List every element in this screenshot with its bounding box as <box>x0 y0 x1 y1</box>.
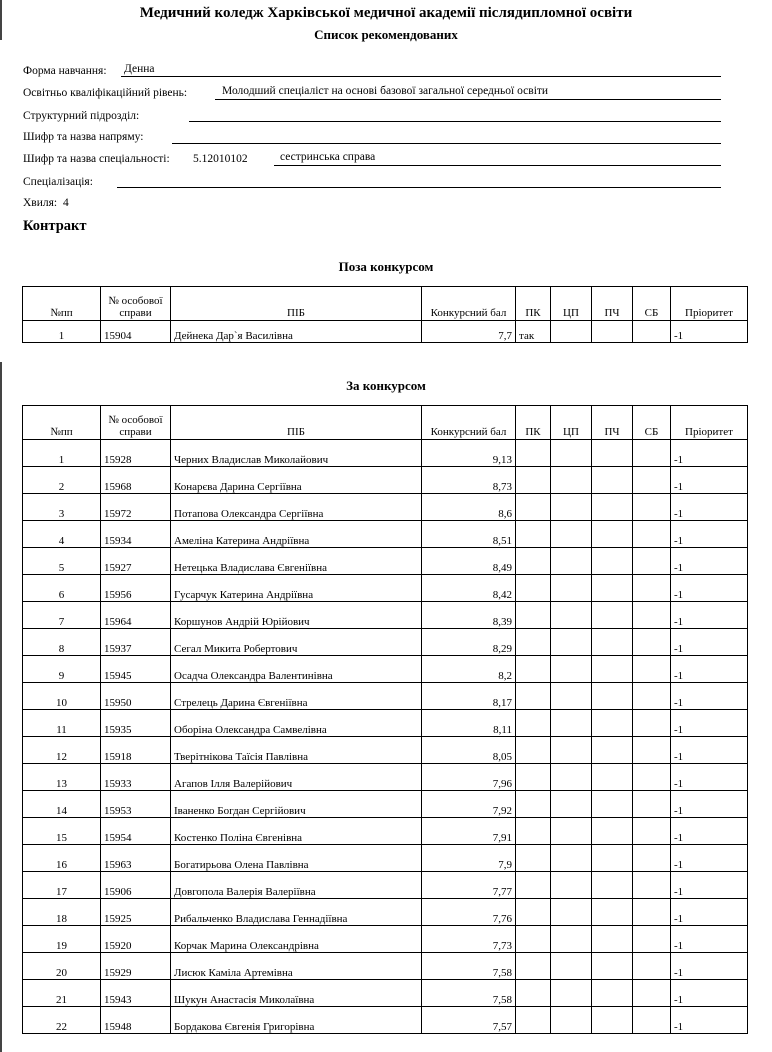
cell-name: Оборіна Олександра Самвелівна <box>171 710 422 737</box>
form-value: Денна <box>124 63 155 75</box>
cell-cp <box>551 872 592 899</box>
cell-num: 2 <box>23 467 101 494</box>
table-row <box>23 656 748 683</box>
cell-pk: так <box>516 321 551 343</box>
col-sb: СБ <box>633 406 671 440</box>
cell-pk <box>516 845 551 872</box>
cell-pch <box>592 629 633 656</box>
cell-pch <box>592 953 633 980</box>
cell-pk <box>516 602 551 629</box>
cell-pk <box>516 899 551 926</box>
cell-pch <box>592 321 633 343</box>
cell-priority: -1 <box>671 737 748 764</box>
cell-file: 15948 <box>101 1007 171 1034</box>
cell-num: 17 <box>23 872 101 899</box>
cell-cp <box>551 926 592 953</box>
cell-sb <box>633 656 671 683</box>
cell-sb <box>633 764 671 791</box>
cell-cp <box>551 575 592 602</box>
cell-num: 1 <box>23 321 101 343</box>
cell-score: 7,58 <box>422 980 516 1007</box>
table-row <box>23 602 748 629</box>
cell-pch <box>592 926 633 953</box>
cell-sb <box>633 737 671 764</box>
cell-num: 4 <box>23 521 101 548</box>
col-file-line2: справи <box>119 307 152 319</box>
cell-name: Гусарчук Катерина Андріївна <box>171 575 422 602</box>
cell-sb <box>633 980 671 1007</box>
level-underline <box>215 99 721 100</box>
cell-cp <box>551 737 592 764</box>
cell-priority: -1 <box>671 575 748 602</box>
col-file-line1: № особової <box>108 414 163 426</box>
cell-pk <box>516 494 551 521</box>
cell-score: 8,42 <box>422 575 516 602</box>
cell-num: 22 <box>23 1007 101 1034</box>
col-file <box>101 287 171 321</box>
cell-pch <box>592 710 633 737</box>
col-score: Конкурсний бал <box>422 406 516 440</box>
cell-num: 12 <box>23 737 101 764</box>
cell-num: 14 <box>23 791 101 818</box>
cell-num: 8 <box>23 629 101 656</box>
cell-cp <box>551 521 592 548</box>
cell-pch <box>592 1007 633 1034</box>
cell-priority: -1 <box>671 818 748 845</box>
table-row <box>23 764 748 791</box>
cell-file: 15953 <box>101 791 171 818</box>
table-row <box>23 321 748 343</box>
cell-pk <box>516 818 551 845</box>
cell-pch <box>592 656 633 683</box>
cell-name: Потапова Олександра Сергіївна <box>171 494 422 521</box>
cell-pch <box>592 575 633 602</box>
cell-name: Богатирьова Олена Павлівна <box>171 845 422 872</box>
cell-score: 7,58 <box>422 953 516 980</box>
cell-score: 8,17 <box>422 683 516 710</box>
table-row <box>23 818 748 845</box>
cell-score: 8,29 <box>422 629 516 656</box>
direction-underline <box>172 143 721 144</box>
cell-priority: -1 <box>671 656 748 683</box>
cell-sb <box>633 548 671 575</box>
cell-score: 8,05 <box>422 737 516 764</box>
cell-num: 21 <box>23 980 101 1007</box>
cell-file: 15929 <box>101 953 171 980</box>
cell-priority: -1 <box>671 872 748 899</box>
outside-section-title: Поза конкурсом <box>338 259 434 274</box>
cell-num: 5 <box>23 548 101 575</box>
cell-score: 7,77 <box>422 872 516 899</box>
cell-pk <box>516 791 551 818</box>
cell-num: 11 <box>23 710 101 737</box>
cell-pch <box>592 818 633 845</box>
cell-pch <box>592 548 633 575</box>
cell-file: 15937 <box>101 629 171 656</box>
page-edge-line <box>0 362 2 1052</box>
cell-score: 8,6 <box>422 494 516 521</box>
document-subtitle: Список рекомендованих <box>314 27 458 42</box>
cell-pch <box>592 494 633 521</box>
cell-cp <box>551 683 592 710</box>
cell-pch <box>592 440 633 467</box>
cell-sb <box>633 440 671 467</box>
specialty-label: Шифр та назва спеціальності: <box>23 153 170 165</box>
cell-cp <box>551 467 592 494</box>
cell-pch <box>592 683 633 710</box>
cell-sb <box>633 818 671 845</box>
cell-score: 8,39 <box>422 602 516 629</box>
cell-cp <box>551 710 592 737</box>
cell-cp <box>551 629 592 656</box>
col-score: Конкурсний бал <box>422 287 516 321</box>
cell-name: Корчак Марина Олександрівна <box>171 926 422 953</box>
cell-priority: -1 <box>671 980 748 1007</box>
cell-name: Конарєва Дарина Сергіївна <box>171 467 422 494</box>
col-pch: ПЧ <box>592 287 633 321</box>
table-row <box>23 953 748 980</box>
col-name: ПІБ <box>171 287 422 321</box>
wave-label <box>23 197 69 209</box>
cell-pk <box>516 440 551 467</box>
col-num: №пп <box>23 406 101 440</box>
cell-score: 8,2 <box>422 656 516 683</box>
cell-pch <box>592 845 633 872</box>
cell-sb <box>633 1007 671 1034</box>
table-row <box>23 575 748 602</box>
cell-pk <box>516 656 551 683</box>
cell-name: Довгопола Валерія Валеріївна <box>171 872 422 899</box>
cell-pch <box>592 764 633 791</box>
cell-name: Черних Владислав Миколайович <box>171 440 422 467</box>
unit-underline <box>189 121 721 122</box>
cell-priority: -1 <box>671 521 748 548</box>
cell-sb <box>633 710 671 737</box>
cell-name: Осадча Олександра Валентинівна <box>171 656 422 683</box>
cell-num: 7 <box>23 602 101 629</box>
cell-priority: -1 <box>671 683 748 710</box>
specialty-code: 5.12010102 <box>193 153 248 165</box>
cell-priority: -1 <box>671 602 748 629</box>
cell-name: Агапов Ілля Валерійович <box>171 764 422 791</box>
cell-file: 15918 <box>101 737 171 764</box>
cell-num: 6 <box>23 575 101 602</box>
cell-sb <box>633 683 671 710</box>
cell-score: 7,9 <box>422 845 516 872</box>
cell-cp <box>551 953 592 980</box>
cell-sb <box>633 629 671 656</box>
cell-name: Тверітнікова Таїсія Павлівна <box>171 737 422 764</box>
cell-name: Коршунов Андрій Юрійович <box>171 602 422 629</box>
cell-file: 15964 <box>101 602 171 629</box>
cell-pch <box>592 521 633 548</box>
cell-name: Сегал Микита Робертович <box>171 629 422 656</box>
cell-score: 7,96 <box>422 764 516 791</box>
cell-pch <box>592 737 633 764</box>
cell-pch <box>592 602 633 629</box>
cell-cp <box>551 321 592 343</box>
cell-num: 19 <box>23 926 101 953</box>
cell-file: 15934 <box>101 521 171 548</box>
cell-pk <box>516 953 551 980</box>
cell-cp <box>551 791 592 818</box>
specialty-value: сестринська справа <box>280 151 376 163</box>
cell-file: 15963 <box>101 845 171 872</box>
table-row <box>23 926 748 953</box>
cell-priority: -1 <box>671 953 748 980</box>
competition-section-title: За конкурсом <box>346 378 426 393</box>
cell-score: 7,7 <box>422 321 516 343</box>
cell-file: 15927 <box>101 548 171 575</box>
cell-sb <box>633 494 671 521</box>
cell-cp <box>551 494 592 521</box>
cell-file: 15928 <box>101 440 171 467</box>
table-row <box>23 899 748 926</box>
cell-pk <box>516 467 551 494</box>
cell-pk <box>516 1007 551 1034</box>
cell-num: 20 <box>23 953 101 980</box>
cell-name: Дейнека Дар`я Василівна <box>171 321 422 343</box>
cell-priority: -1 <box>671 629 748 656</box>
table-row <box>23 467 748 494</box>
cell-cp <box>551 845 592 872</box>
table-row <box>23 845 748 872</box>
cell-pk <box>516 548 551 575</box>
table-row <box>23 440 748 467</box>
table-row <box>23 980 748 1007</box>
cell-score: 8,51 <box>422 521 516 548</box>
cell-name: Рибальченко Владислава Геннадіївна <box>171 899 422 926</box>
cell-file: 15933 <box>101 764 171 791</box>
cell-pk <box>516 710 551 737</box>
form-label: Форма навчання: <box>23 65 107 77</box>
direction-label: Шифр та назва напряму: <box>23 131 144 143</box>
cell-num: 1 <box>23 440 101 467</box>
cell-cp <box>551 656 592 683</box>
cell-num: 10 <box>23 683 101 710</box>
col-sb: СБ <box>633 287 671 321</box>
col-name: ПІБ <box>171 406 422 440</box>
col-cp: ЦП <box>551 287 592 321</box>
cell-num: 3 <box>23 494 101 521</box>
col-pk: ПК <box>516 287 551 321</box>
cell-num: 15 <box>23 818 101 845</box>
table-row <box>23 683 748 710</box>
cell-priority: -1 <box>671 845 748 872</box>
cell-score: 8,11 <box>422 710 516 737</box>
cell-cp <box>551 440 592 467</box>
cell-cp <box>551 818 592 845</box>
cell-name: Нетецька Владислава Євгеніївна <box>171 548 422 575</box>
cell-pk <box>516 683 551 710</box>
cell-score: 7,73 <box>422 926 516 953</box>
cell-sb <box>633 953 671 980</box>
col-priority: Пріоритет <box>671 287 748 321</box>
cell-pch <box>592 467 633 494</box>
table-row <box>23 629 748 656</box>
cell-priority: -1 <box>671 467 748 494</box>
cell-cp <box>551 980 592 1007</box>
table-row <box>23 872 748 899</box>
cell-sb <box>633 521 671 548</box>
table-row <box>23 710 748 737</box>
cell-priority: -1 <box>671 791 748 818</box>
cell-priority: -1 <box>671 710 748 737</box>
cell-file: 15968 <box>101 467 171 494</box>
form-underline <box>121 76 721 77</box>
specialization-label: Спеціалізація: <box>23 176 93 188</box>
cell-file: 15956 <box>101 575 171 602</box>
cell-pk <box>516 737 551 764</box>
cell-num: 13 <box>23 764 101 791</box>
cell-pk <box>516 980 551 1007</box>
table-row <box>23 737 748 764</box>
cell-priority: -1 <box>671 926 748 953</box>
table-row <box>23 521 748 548</box>
cell-name: Іваненко Богдан Сергійович <box>171 791 422 818</box>
cell-sb <box>633 845 671 872</box>
cell-sb <box>633 872 671 899</box>
specialization-underline <box>117 187 721 188</box>
cell-priority: -1 <box>671 548 748 575</box>
wave-label-text: Хвиля: <box>23 197 58 209</box>
cell-name: Лисюк Каміла Артемівна <box>171 953 422 980</box>
level-label: Освітньо кваліфікаційний рівень: <box>23 87 188 99</box>
cell-pk <box>516 764 551 791</box>
cell-num: 16 <box>23 845 101 872</box>
cell-sb <box>633 899 671 926</box>
cell-priority: -1 <box>671 321 748 343</box>
cell-priority: -1 <box>671 764 748 791</box>
table-row <box>23 494 748 521</box>
col-priority: Пріоритет <box>671 406 748 440</box>
document-title: Медичний коледж Харківської медичної академії післядипломної освіти <box>139 5 633 21</box>
outside-table <box>22 286 748 343</box>
col-file-line1: № особової <box>108 295 163 307</box>
cell-cp <box>551 764 592 791</box>
cell-file: 15954 <box>101 818 171 845</box>
table-row <box>23 1007 748 1034</box>
cell-file: 15935 <box>101 710 171 737</box>
cell-score: 8,49 <box>422 548 516 575</box>
unit-label: Структурний підрозділ: <box>23 110 140 122</box>
cell-priority: -1 <box>671 1007 748 1034</box>
cell-priority: -1 <box>671 494 748 521</box>
col-num: №пп <box>23 287 101 321</box>
cell-pk <box>516 872 551 899</box>
cell-file: 15950 <box>101 683 171 710</box>
wave-value: 4 <box>63 197 69 209</box>
col-file-line2: справи <box>119 426 152 438</box>
cell-pch <box>592 791 633 818</box>
cell-sb <box>633 575 671 602</box>
cell-pk <box>516 575 551 602</box>
cell-pk <box>516 629 551 656</box>
cell-file: 15925 <box>101 899 171 926</box>
cell-priority: -1 <box>671 899 748 926</box>
cell-name: Костенко Поліна Євгенівна <box>171 818 422 845</box>
cell-pch <box>592 872 633 899</box>
cell-file: 15920 <box>101 926 171 953</box>
cell-file: 15906 <box>101 872 171 899</box>
col-pch: ПЧ <box>592 406 633 440</box>
cell-file: 15945 <box>101 656 171 683</box>
level-value: Молодший спеціаліст на основі базової загальної середньої освіти <box>222 85 549 97</box>
cell-score: 7,91 <box>422 818 516 845</box>
col-cp: ЦП <box>551 406 592 440</box>
cell-pch <box>592 899 633 926</box>
cell-file: 15943 <box>101 980 171 1007</box>
cell-cp <box>551 602 592 629</box>
cell-score: 7,76 <box>422 899 516 926</box>
cell-num: 18 <box>23 899 101 926</box>
cell-sb <box>633 467 671 494</box>
cell-score: 9,13 <box>422 440 516 467</box>
cell-num: 9 <box>23 656 101 683</box>
cell-pch <box>592 980 633 1007</box>
cell-score: 7,57 <box>422 1007 516 1034</box>
table-row <box>23 548 748 575</box>
cell-priority: -1 <box>671 440 748 467</box>
contract-heading: Контракт <box>23 218 87 234</box>
cell-name: Стрелець Дарина Євгеніївна <box>171 683 422 710</box>
col-file <box>101 406 171 440</box>
cell-cp <box>551 548 592 575</box>
outside-header-row <box>23 287 748 321</box>
competition-table <box>22 405 748 1034</box>
cell-file: 15904 <box>101 321 171 343</box>
cell-sb <box>633 926 671 953</box>
cell-score: 8,73 <box>422 467 516 494</box>
cell-pk <box>516 926 551 953</box>
cell-file: 15972 <box>101 494 171 521</box>
cell-cp <box>551 1007 592 1034</box>
competition-header-row <box>23 406 748 440</box>
col-pk: ПК <box>516 406 551 440</box>
cell-sb <box>633 602 671 629</box>
cell-score: 7,92 <box>422 791 516 818</box>
table-row <box>23 791 748 818</box>
cell-sb <box>633 791 671 818</box>
cell-name: Бордакова Євгенія Григорівна <box>171 1007 422 1034</box>
cell-name: Шукун Анастасія Миколаївна <box>171 980 422 1007</box>
cell-sb <box>633 321 671 343</box>
specialty-underline <box>274 165 721 166</box>
cell-cp <box>551 899 592 926</box>
cell-name: Амеліна Катерина Андріївна <box>171 521 422 548</box>
cell-pk <box>516 521 551 548</box>
